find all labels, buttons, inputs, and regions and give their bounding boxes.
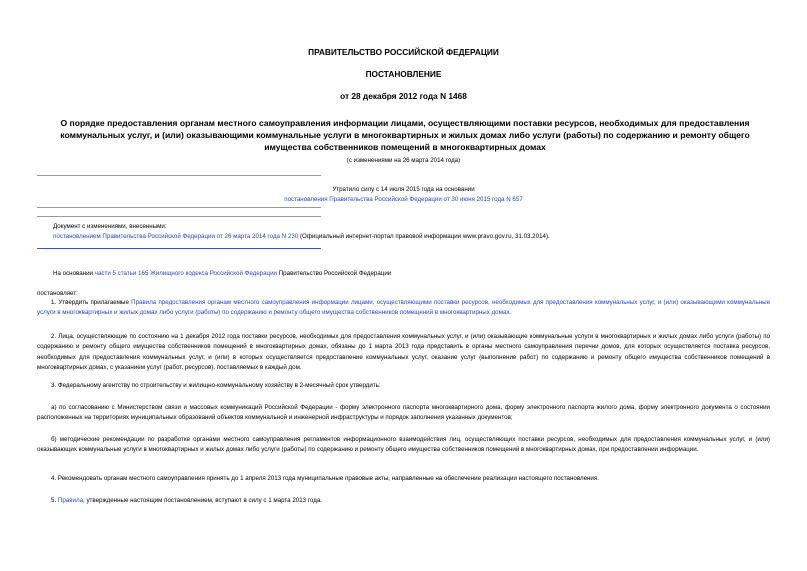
paragraph-4 <box>37 474 770 484</box>
expired-link[interactable]: постановления Правительства Российской Федерации от 30 июня 2015 года N 657 <box>284 196 523 203</box>
rules-link[interactable]: Правила предоставления органам местного самоуправления информации лицами, осуществляющими поставки ресурсов, необходимых для предоставления коммунальных услуг, и (или) оказывающими коммунальные услуги в многоквартирных и жилых домах либо услуги (работы) по содержанию и ремонту общего имущества собственников помещений в многоквартирных домах <box>37 299 771 317</box>
paragraph-3b <box>37 435 770 456</box>
date-number-heading: от 28 декабря 2012 года N 1468 <box>340 91 467 101</box>
government-heading: ПРАВИТЕЛЬСТВО РОССИЙСКОЙ ФЕДЕРАЦИИ <box>308 47 499 57</box>
p4-text: 4. Рекомендовать органам местного самоуправления принять до 1 апреля 2013 года муниципальные правовые акты, направленные на обеспечение реализации настоящего постановления. <box>51 475 599 482</box>
paragraph-1 <box>37 298 770 319</box>
divider-top <box>37 175 321 176</box>
divider-blue <box>37 248 321 249</box>
changes-label: Документ с изменениями, внесенными: <box>53 223 167 230</box>
paragraph-5 <box>37 496 770 506</box>
p3-text: 3. Федеральному агентству по строительству и жилищно-коммунальному хозяйству в 2-месячный срок утвердить: <box>51 382 381 389</box>
paragraph-3 <box>37 381 770 391</box>
p5-prefix: 5. <box>51 497 58 504</box>
basis-prefix: На основании <box>53 270 95 277</box>
p3b-text: б) методические рекомендации по разработке органами местного самоуправления регламентов информационного взаимодействия лиц, осуществляющих поставки ресурсов, необходимых для предоставления коммунальных услуг, и (или) оказывающих коммунальные услуги в многоквартирных и жилых домах либо услуги (работы) по содержанию и ремонту общего имущества собственников помещений в многоквартирных домах, при предоставлении информации. <box>37 436 770 454</box>
basis-suffix: Правительство Российской Федерации <box>277 270 392 277</box>
changes-line <box>53 233 550 240</box>
housing-code-link[interactable]: части 5 статьи 165 Жилищного кодекса Российской Федерации <box>94 270 278 277</box>
p3a-text: а) по согласованию с Министерством связи и массовых коммуникаций Российской Федерации - форму электронного паспорта многоквартирного дома, форму электронного паспорта жилого дома, форму электронного документа о состоянии расположенных на территориях муниципальных образований объектов коммунальной и инженерной инфраструктуры и порядок заполнения указанных документов; <box>37 404 770 422</box>
rules-link-2[interactable]: Правила <box>57 497 84 504</box>
doc-type-heading: ПОСТАНОВЛЕНИЕ <box>365 69 442 79</box>
changes-tail: (Официальный интернет-портал правовой информации www.pravo.gov.ru, 31.03.2014). <box>298 233 550 240</box>
changes-link[interactable]: постановлением Правительства Российской Федерации от 26 марта 2014 года N 230 <box>53 233 299 240</box>
p2-text: 2. Лица, осуществляющие по состоянию на 1 декабря 2012 года поставки ресурсов, необходимых для предоставления коммунальных услуг, и (или) оказывающие коммунальные услуги в многоквартирных и жилых домах либо услуги (работы) по содержанию и ремонту общего имущества собственников помещений в многоквартирных домах, обязаны до 1 марта 2013 года представить в органы местного самоуправления перечни домов, для которых осуществляется поставка ресурсов, необходимых для предоставления коммунальных услуг, и (или) в которых осуществляется предоставление коммунальных услуг, оказание услуг (выполнение работ) по содержанию и ремонту общего имущества собственников помещений в многоквартирных домах, с указанием услуг (работ, ресурсов), поставляемых в каждый дом. <box>37 333 770 372</box>
paragraph-2 <box>37 332 770 374</box>
p1-suffix: . <box>509 309 512 317</box>
p5-suffix: , утвержденные настоящим постановлением, вступают в силу с 1 марта 2013 года. <box>83 497 323 504</box>
basis-line <box>53 270 391 277</box>
decrees-label: постановляет: <box>37 290 78 297</box>
divider-3 <box>37 216 321 217</box>
divider-2 <box>37 207 321 208</box>
document-title: О порядке предоставления органам местного самоуправления информации лицами, осуществляющими поставки ресурсов, необходимых для предоставления коммунальных услуг, и (или) оказывающими коммунальные услуги в многоквартирных и жилых домах либо услуги (работы) по содержанию и ремонту общего имущества собственников помещений в многоквартирных домах <box>60 118 750 153</box>
expired-line: Утратило силу с 14 июля 2015 года на основании <box>332 186 475 193</box>
amendment-note: (с изменениями на 26 марта 2014 года) <box>346 157 461 164</box>
p1-prefix: 1. Утвердить прилагаемые <box>51 299 132 306</box>
paragraph-3a <box>37 403 770 424</box>
